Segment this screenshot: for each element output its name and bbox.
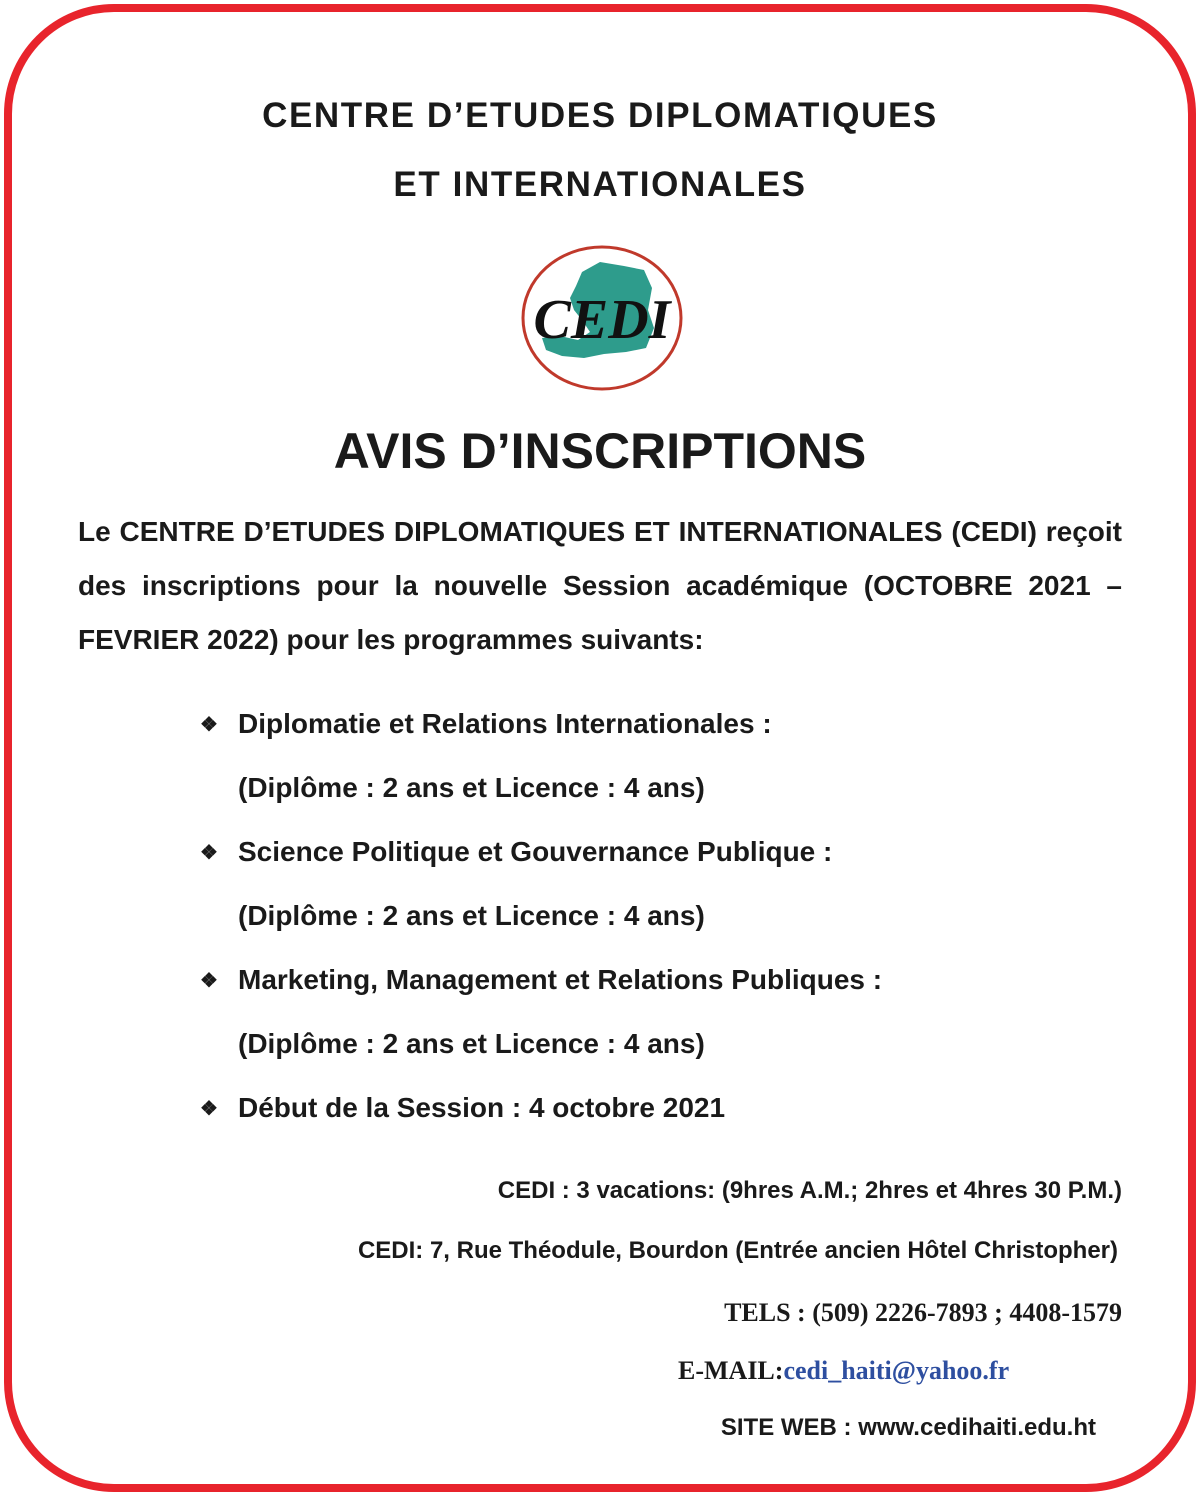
cedi-logo — [520, 244, 684, 392]
list-item — [200, 820, 1100, 884]
email-link[interactable]: cedi_haiti@yahoo.fr — [783, 1356, 1010, 1385]
list-item-detail — [200, 1012, 1100, 1076]
list-item-detail — [200, 884, 1100, 948]
header-line-2: ET INTERNATIONALES — [393, 165, 807, 204]
vacations-info: CEDI : 3 vacations: (9hres A.M.; 2hres et 4hres 30 P.M.) — [497, 1177, 1122, 1204]
address-info: CEDI: 7, Rue Théodule, Bourdon (Entrée ancien Hôtel Christopher) — [357, 1237, 1118, 1264]
list-item-detail — [200, 756, 1100, 820]
phone-info: TELS : (509) 2226-7893 ; 4408-1579 — [724, 1298, 1122, 1327]
program-detail: (Diplôme : 2 ans et Licence : 4 ans) — [238, 772, 705, 803]
intro-paragraph: Le CENTRE D’ETUDES DIPLOMATIQUES ET INTERNATIONALES (CEDI) reçoit des inscriptions pour la nouvelle Session académique (OCTOBRE 2021 – FEVRIER 2022) pour les programmes suivants: — [78, 516, 1122, 655]
email-label: E-MAIL: — [678, 1356, 784, 1385]
list-item — [200, 948, 1100, 1012]
bullet-icon: ❖ — [200, 841, 218, 864]
session-start: Début de la Session : 4 octobre 2021 — [238, 1092, 726, 1123]
list-item — [200, 692, 1100, 756]
bullet-icon: ❖ — [200, 969, 218, 992]
bullet-icon: ❖ — [200, 713, 218, 736]
header-line-1: CENTRE D’ETUDES DIPLOMATIQUES — [262, 96, 938, 135]
website-info[interactable]: SITE WEB : www.cedihaiti.edu.ht — [720, 1414, 1096, 1441]
list-item — [200, 1076, 1100, 1140]
email-info — [678, 1356, 1009, 1386]
logo-text: CEDI — [533, 289, 671, 351]
program-list — [200, 692, 1100, 1140]
program-detail: (Diplôme : 2 ans et Licence : 4 ans) — [238, 900, 705, 931]
program-name: Diplomatie et Relations Internationales : — [238, 708, 772, 739]
page-title: AVIS D’INSCRIPTIONS — [333, 423, 867, 479]
bullet-icon: ❖ — [200, 1097, 218, 1120]
program-name: Science Politique et Gouvernance Publique : — [238, 836, 833, 867]
program-detail: (Diplôme : 2 ans et Licence : 4 ans) — [238, 1028, 705, 1059]
program-name: Marketing, Management et Relations Publiques : — [238, 964, 883, 995]
